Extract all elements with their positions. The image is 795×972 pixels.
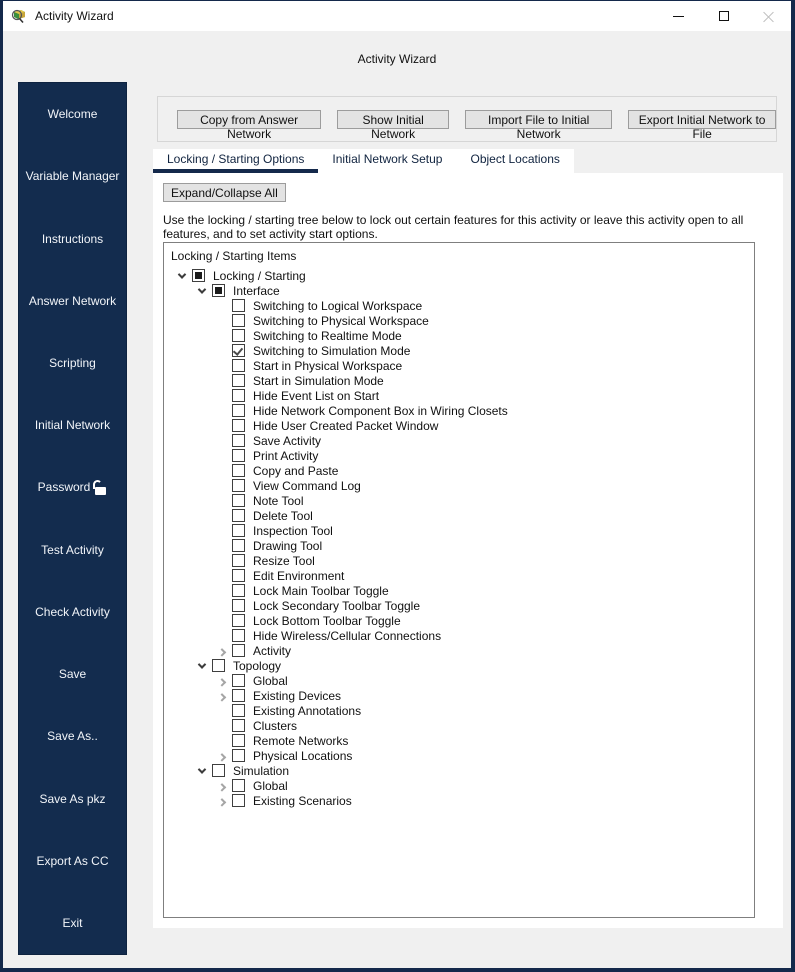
tree-item-label: Hide Wireless/Cellular Connections [253, 628, 442, 643]
tree-item-label: Switching to Simulation Mode [253, 343, 411, 358]
sidebar-item-label: Scripting [49, 355, 96, 370]
tree-item-copy-and-paste[interactable] [170, 463, 754, 478]
unlocked-padlock-icon [93, 480, 107, 495]
expand-toggle[interactable] [214, 748, 229, 763]
tree-item-label: Print Activity [253, 448, 319, 463]
tree-item-label: Start in Physical Workspace [253, 358, 403, 373]
tree-item-existing-scenarios[interactable] [170, 793, 754, 808]
chevron-right-icon[interactable] [217, 648, 225, 656]
chevron-spacer [214, 433, 229, 448]
tree-item-switching-to-realtime-mode[interactable] [170, 328, 754, 343]
tree-item-view-command-log[interactable] [170, 478, 754, 493]
tab-bar [153, 149, 574, 173]
tree-item-label: View Command Log [253, 478, 361, 493]
unchecked-checkbox[interactable] [232, 569, 245, 582]
tree-item-lock-secondary-toolbar-toggle[interactable] [170, 598, 754, 613]
chevron-spacer [214, 313, 229, 328]
unchecked-checkbox[interactable] [232, 419, 245, 432]
chevron-spacer [214, 418, 229, 433]
sidebar-item-label: Save As pkz [39, 791, 106, 806]
chevron-right-icon[interactable] [217, 693, 225, 701]
tree-item-activity[interactable] [170, 643, 754, 658]
chevron-right-icon[interactable] [217, 753, 225, 761]
tree-item-label: Locking / Starting [213, 268, 306, 283]
tree-item-global[interactable] [170, 673, 754, 688]
chevron-spacer [214, 703, 229, 718]
sidebar-item-label: Initial Network [34, 418, 111, 433]
tree-item-drawing-tool[interactable] [170, 538, 754, 553]
import-file-to-initial-network-button[interactable]: Import File to Initial Network [465, 110, 612, 129]
tree-item-label: Activity [253, 643, 292, 658]
chevron-spacer [214, 598, 229, 613]
sidebar-item-label: Exit [62, 915, 83, 930]
sidebar-item-label: Instructions [41, 231, 104, 246]
sidebar-item-label: Save [58, 667, 87, 682]
tree-item-inspection-tool[interactable] [170, 523, 754, 538]
sidebar-item-label: Check Activity [35, 604, 110, 619]
unchecked-checkbox[interactable] [232, 554, 245, 567]
tree-item-label: Save Activity [253, 433, 322, 448]
sidebar-item-scripting[interactable] [19, 332, 126, 394]
sidebar-item-exit[interactable] [19, 892, 126, 954]
tree-item-label: Physical Locations [253, 748, 353, 763]
tree-item-physical-locations[interactable] [170, 748, 754, 763]
sidebar-item-label: Password [37, 480, 91, 495]
chevron-right-icon[interactable] [217, 783, 225, 791]
tree-rows [170, 268, 754, 808]
tree-item-hide-wireless-cellular-connections[interactable] [170, 628, 754, 643]
unchecked-checkbox[interactable] [232, 704, 245, 717]
unchecked-checkbox[interactable] [232, 794, 245, 807]
tree-item-label: Delete Tool [253, 508, 313, 523]
chevron-spacer [214, 538, 229, 553]
chevron-down-icon[interactable] [197, 765, 205, 773]
tree-item-label: Note Tool [253, 493, 304, 508]
network-actions-groupbox [157, 96, 777, 142]
expand-toggle[interactable] [214, 793, 229, 808]
tree-item-existing-devices[interactable] [170, 688, 754, 703]
tree-item-label: Lock Secondary Toolbar Toggle [253, 598, 421, 613]
tree-item-hide-user-created-packet-window[interactable] [170, 418, 754, 433]
close-button[interactable] [746, 1, 791, 31]
sidebar-item-welcome[interactable] [19, 83, 126, 145]
unchecked-checkbox[interactable] [232, 524, 245, 537]
chevron-spacer [214, 523, 229, 538]
expand-toggle[interactable] [214, 778, 229, 793]
app-body [3, 31, 791, 972]
unchecked-checkbox[interactable] [232, 644, 245, 657]
chevron-spacer [214, 388, 229, 403]
tree-item-label: Copy and Paste [253, 463, 339, 478]
sidebar-item-variable-manager[interactable] [19, 145, 126, 207]
tree-item-label: Edit Environment [253, 568, 345, 583]
chevron-spacer [214, 463, 229, 478]
tree-item-label: Hide User Created Packet Window [253, 418, 439, 433]
sidebar [18, 82, 127, 955]
tree-item-label: Switching to Logical Workspace [253, 298, 423, 313]
chevron-spacer [214, 493, 229, 508]
tree-item-label: Lock Bottom Toolbar Toggle [253, 613, 401, 628]
chevron-spacer [214, 613, 229, 628]
unchecked-checkbox[interactable] [232, 614, 245, 627]
tree-item-label: Remote Networks [253, 733, 349, 748]
tree-item-label: Resize Tool [253, 553, 315, 568]
unchecked-checkbox[interactable] [212, 764, 225, 777]
minimize-icon [673, 16, 684, 17]
show-initial-network-button[interactable]: Show Initial Network [337, 110, 449, 129]
tree-item-global[interactable] [170, 778, 754, 793]
chevron-spacer [214, 358, 229, 373]
expand-toggle[interactable] [194, 763, 209, 778]
expand-toggle[interactable] [194, 658, 209, 673]
panel-description: Use the locking / starting tree below to lock out certain features for this activity or leave this activity open to all features, and to set activity start options. [163, 213, 744, 241]
tab-object-locations[interactable]: Object Locations [470, 152, 560, 166]
tree-item-remote-networks[interactable] [170, 733, 754, 748]
unchecked-checkbox[interactable] [232, 389, 245, 402]
sidebar-item-initial-network[interactable] [19, 394, 126, 456]
tree-item-label: Interface [233, 283, 280, 298]
tree-item-label: Lock Main Toolbar Toggle [253, 583, 389, 598]
unchecked-checkbox[interactable] [232, 584, 245, 597]
expand-toggle[interactable] [214, 643, 229, 658]
sidebar-item-instructions[interactable] [19, 207, 126, 269]
tree-item-lock-bottom-toolbar-toggle[interactable] [170, 613, 754, 628]
tree-item-simulation[interactable] [170, 763, 754, 778]
unchecked-checkbox[interactable] [212, 659, 225, 672]
tree-item-label: Hide Event List on Start [253, 388, 380, 403]
unchecked-checkbox[interactable] [232, 479, 245, 492]
tree-item-label: Inspection Tool [253, 523, 333, 538]
tree-item-start-in-simulation-mode[interactable] [170, 373, 754, 388]
tree-item-label: Switching to Realtime Mode [253, 328, 402, 343]
tree-item-clusters[interactable] [170, 718, 754, 733]
tree-item-print-activity[interactable] [170, 448, 754, 463]
sidebar-item-label: Variable Manager [25, 169, 120, 184]
sidebar-item-save-as-pkz[interactable] [19, 767, 126, 829]
sidebar-item-test-activity[interactable] [19, 519, 126, 581]
tree-item-lock-main-toolbar-toggle[interactable] [170, 583, 754, 598]
page-title: Activity Wizard [357, 52, 437, 66]
sidebar-item-label: Test Activity [41, 542, 104, 557]
tree-item-switching-to-physical-workspace[interactable] [170, 313, 754, 328]
unchecked-checkbox[interactable] [232, 314, 245, 327]
tree-item-interface[interactable] [170, 283, 754, 298]
unchecked-checkbox[interactable] [232, 674, 245, 687]
partial-checkbox[interactable] [212, 284, 225, 297]
chevron-spacer [214, 553, 229, 568]
sidebar-item-password[interactable] [19, 456, 126, 518]
unchecked-checkbox[interactable] [232, 509, 245, 522]
sidebar-item-check-activity[interactable] [19, 581, 126, 643]
tree-item-existing-annotations[interactable] [170, 703, 754, 718]
chevron-spacer [214, 478, 229, 493]
expand-toggle[interactable] [174, 268, 189, 283]
unchecked-checkbox[interactable] [232, 449, 245, 462]
tree-item-label: Hide Network Component Box in Wiring Closets [253, 403, 508, 418]
tree-item-save-activity[interactable] [170, 433, 754, 448]
unchecked-checkbox[interactable] [232, 539, 245, 552]
locking-starting-tab-panel [153, 173, 783, 928]
tree-item-label: Existing Scenarios [253, 793, 352, 808]
chevron-spacer [214, 373, 229, 388]
unchecked-checkbox[interactable] [232, 494, 245, 507]
maximize-icon [719, 11, 729, 21]
tree-item-hide-event-list-on-start[interactable] [170, 388, 754, 403]
unchecked-checkbox[interactable] [232, 599, 245, 612]
unchecked-checkbox[interactable] [232, 734, 245, 747]
close-icon [763, 11, 774, 22]
tree-item-label: Start in Simulation Mode [253, 373, 384, 388]
unchecked-checkbox[interactable] [232, 749, 245, 762]
unchecked-checkbox[interactable] [232, 434, 245, 447]
chevron-spacer [214, 448, 229, 463]
copy-from-answer-network-button[interactable]: Copy from Answer Network [177, 110, 321, 129]
main-content [148, 86, 783, 959]
unchecked-checkbox[interactable] [232, 719, 245, 732]
sidebar-item-save[interactable] [19, 643, 126, 705]
unchecked-checkbox[interactable] [232, 629, 245, 642]
unchecked-checkbox[interactable] [232, 359, 245, 372]
unchecked-checkbox[interactable] [232, 464, 245, 477]
locking-starting-tree[interactable] [163, 242, 755, 918]
tree-item-note-tool[interactable] [170, 493, 754, 508]
tree-item-label: Existing Devices [253, 688, 342, 703]
chevron-right-icon[interactable] [217, 678, 225, 686]
chevron-spacer [214, 508, 229, 523]
tree-item-label: Drawing Tool [253, 538, 323, 553]
tree-item-resize-tool[interactable] [170, 553, 754, 568]
window-title: Activity Wizard [35, 9, 114, 23]
tree-item-locking-starting[interactable] [170, 268, 754, 283]
chevron-spacer [214, 733, 229, 748]
sidebar-item-label: Save As.. [47, 729, 98, 744]
tree-item-topology[interactable] [170, 658, 754, 673]
expand-toggle[interactable] [214, 688, 229, 703]
expand-toggle[interactable] [194, 283, 209, 298]
chevron-spacer [214, 568, 229, 583]
minimize-button[interactable] [656, 1, 701, 31]
unchecked-checkbox[interactable] [232, 374, 245, 387]
unchecked-checkbox[interactable] [232, 329, 245, 342]
chevron-right-icon[interactable] [217, 798, 225, 806]
chevron-spacer [214, 718, 229, 733]
tree-item-label: Topology [233, 658, 282, 673]
export-initial-network-to-file-button[interactable]: Export Initial Network to File [628, 110, 776, 129]
tree-item-switching-to-logical-workspace[interactable] [170, 298, 754, 313]
packet-tracer-logo-icon [11, 9, 28, 24]
tree-item-edit-environment[interactable] [170, 568, 754, 583]
tab-locking-starting-options[interactable]: Locking / Starting Options [153, 149, 318, 173]
tree-item-label: Global [253, 778, 288, 793]
chevron-spacer [214, 328, 229, 343]
chevron-spacer [214, 583, 229, 598]
tree-item-switching-to-simulation-mode[interactable] [170, 343, 754, 358]
tree-header: Locking / Starting Items [171, 249, 297, 263]
tab-initial-network-setup[interactable]: Initial Network Setup [332, 152, 443, 166]
sidebar-item-label: Export As CC [36, 853, 109, 868]
unchecked-checkbox[interactable] [232, 689, 245, 702]
sidebar-item-export-as-cc[interactable] [19, 830, 126, 892]
sidebar-item-answer-network[interactable] [19, 270, 126, 332]
checked-checkbox[interactable] [232, 344, 245, 357]
expand-toggle[interactable] [214, 673, 229, 688]
sidebar-item-label: Answer Network [28, 293, 117, 308]
tree-item-label: Clusters [253, 718, 298, 733]
chevron-spacer [214, 298, 229, 313]
tree-item-hide-network-component-box-in-wiring-closets[interactable] [170, 403, 754, 418]
chevron-spacer [214, 628, 229, 643]
chevron-down-icon[interactable] [197, 285, 205, 293]
chevron-down-icon[interactable] [197, 660, 205, 668]
expand-collapse-all-button[interactable]: Expand/Collapse All [163, 183, 286, 202]
tree-item-start-in-physical-workspace[interactable] [170, 358, 754, 373]
chevron-spacer [214, 403, 229, 418]
sidebar-item-save-as[interactable] [19, 705, 126, 767]
sidebar-item-label: Welcome [47, 107, 98, 122]
tree-item-label: Global [253, 673, 288, 688]
tree-item-label: Switching to Physical Workspace [253, 313, 429, 328]
unchecked-checkbox[interactable] [232, 779, 245, 792]
maximize-button[interactable] [701, 1, 746, 31]
title-bar [3, 1, 791, 31]
tree-item-label: Existing Annotations [253, 703, 362, 718]
unchecked-checkbox[interactable] [232, 299, 245, 312]
chevron-spacer [214, 343, 229, 358]
chevron-down-icon[interactable] [177, 270, 185, 278]
tree-item-delete-tool[interactable] [170, 508, 754, 523]
partial-checkbox[interactable] [192, 269, 205, 282]
unchecked-checkbox[interactable] [232, 404, 245, 417]
tree-item-label: Simulation [233, 763, 290, 778]
